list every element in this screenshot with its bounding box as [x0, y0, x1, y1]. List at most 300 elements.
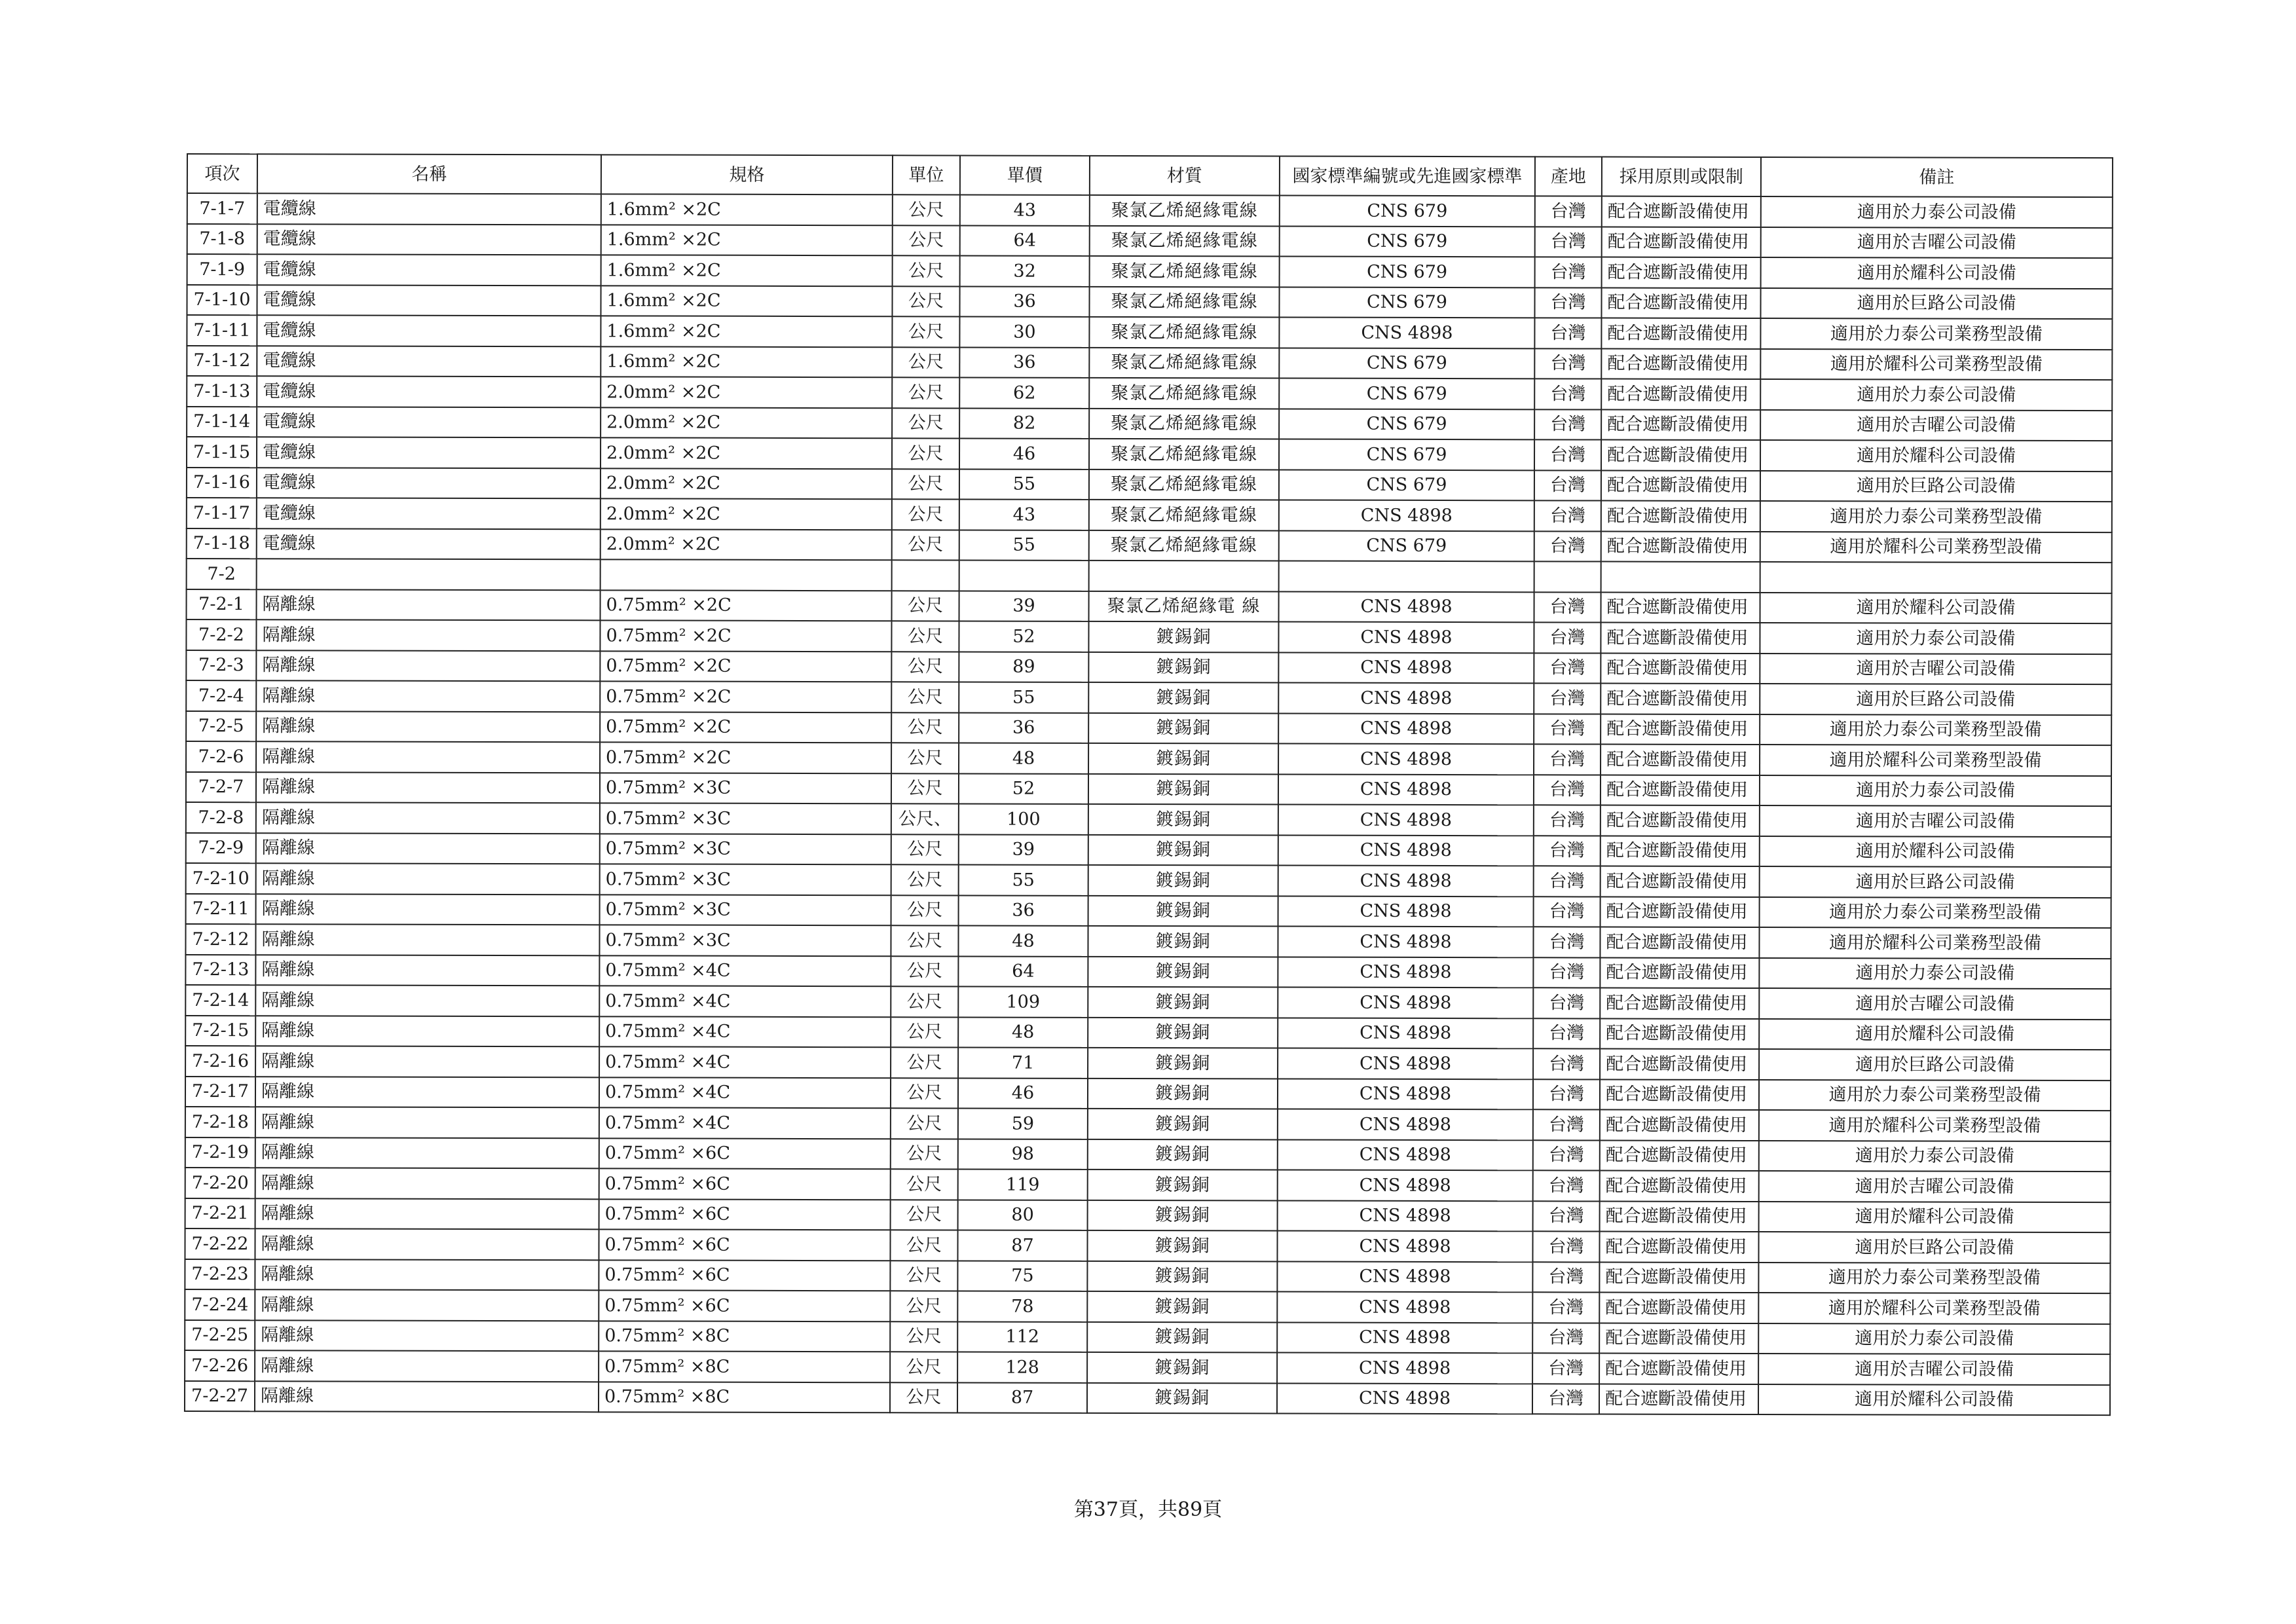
header-item-no: 項次 — [187, 154, 257, 193]
table-row — [185, 1107, 2111, 1141]
cell-principle: 配合遮斷設備使用 — [1601, 775, 1760, 805]
cell-standard: CNS 4898 — [1279, 317, 1534, 348]
cell-spec: 1.6mm² ×2C — [601, 346, 892, 377]
cell-remarks: 適用於耀科公司業務型設備 — [1760, 745, 2111, 776]
cell-item-no: 7-2-12 — [185, 924, 255, 955]
cell-principle: 配合遮斷設備使用 — [1602, 257, 1761, 288]
table-row — [187, 346, 2112, 380]
cell-item-no: 7-1-13 — [187, 376, 257, 407]
cell-unit: 公尺 — [891, 743, 959, 773]
cell-unit-price: 52 — [959, 621, 1088, 652]
table-row — [185, 1198, 2111, 1232]
cell-principle: 配合遮斷設備使用 — [1601, 348, 1760, 379]
cell-unit-price: 32 — [960, 255, 1090, 286]
cell-unit: 公尺 — [891, 1078, 958, 1109]
cell-material: 鍍錫銅 — [1087, 1352, 1277, 1383]
cell-spec: 0.75mm² ×3C — [599, 925, 891, 955]
cell-item-no: 7-1-10 — [187, 285, 257, 316]
cell-material: 鍍錫銅 — [1088, 865, 1278, 896]
cell-origin: 台灣 — [1533, 1170, 1600, 1201]
cell-unit: 公尺 — [891, 1139, 958, 1170]
cell-remarks: 適用於巨路公司設備 — [1760, 471, 2112, 502]
cell-item-no: 7-2-14 — [185, 985, 255, 1016]
cell-spec: 0.75mm² ×4C — [599, 1077, 891, 1108]
cell-material: 聚氯乙烯絕緣電線 — [1089, 408, 1279, 439]
table-row — [186, 863, 2111, 898]
cell-remarks: 適用於力泰公司業務型設備 — [1760, 714, 2111, 746]
table-row — [186, 650, 2111, 685]
table-row — [186, 772, 2111, 807]
table-row — [187, 376, 2112, 411]
header-unit-price: 單價 — [960, 155, 1090, 194]
cell-spec: 0.75mm² ×8C — [599, 1351, 890, 1382]
cell-item-no: 7-2-16 — [185, 1046, 255, 1077]
cell-name: 隔離線 — [256, 894, 600, 925]
cell-item-no: 7-2-7 — [186, 772, 256, 803]
cell-origin: 台灣 — [1534, 531, 1601, 562]
header-name: 名稱 — [257, 154, 601, 194]
cell-standard: CNS 4898 — [1278, 1048, 1533, 1079]
cell-principle: 配合遮斷設備使用 — [1599, 1232, 1758, 1263]
cell-standard: CNS 4898 — [1279, 591, 1534, 622]
cell-principle — [1601, 562, 1760, 593]
cell-item-no: 7-2-26 — [185, 1350, 255, 1381]
cell-principle: 配合遮斷設備使用 — [1602, 196, 1761, 227]
cell-unit: 公尺 — [893, 194, 960, 225]
table-row — [186, 680, 2111, 715]
cell-item-no: 7-2-3 — [186, 650, 256, 681]
cell-unit: 公尺 — [892, 286, 959, 317]
cell-principle: 配合遮斷設備使用 — [1601, 287, 1760, 318]
cell-standard: CNS 4898 — [1277, 1291, 1532, 1322]
cell-spec: 0.75mm² ×2C — [600, 620, 891, 651]
cell-principle: 配合遮斷設備使用 — [1601, 470, 1760, 501]
table-row — [185, 1076, 2111, 1111]
cell-origin: 台灣 — [1533, 1048, 1600, 1079]
cell-material: 聚氯乙烯絕緣電線 — [1089, 378, 1279, 409]
cell-spec: 0.75mm² ×4C — [599, 955, 891, 986]
cell-name: 隔離線 — [255, 1320, 599, 1352]
cell-material: 鍍錫銅 — [1087, 1230, 1277, 1261]
cell-principle: 配合遮斷設備使用 — [1600, 1140, 1759, 1171]
cell-origin: 台灣 — [1534, 836, 1601, 866]
cell-remarks: 適用於力泰公司設備 — [1758, 1323, 2110, 1355]
cell-spec: 0.75mm² ×4C — [599, 1016, 891, 1047]
cell-origin: 台灣 — [1534, 439, 1601, 470]
cell-principle: 配合遮斷設備使用 — [1601, 440, 1760, 471]
cell-unit-price: 48 — [958, 1017, 1088, 1048]
cell-standard: CNS 4898 — [1277, 1261, 1532, 1292]
table-row — [187, 254, 2113, 289]
cell-spec — [601, 559, 892, 590]
cell-origin: 台灣 — [1533, 1079, 1600, 1110]
cell-remarks: 適用於耀科公司業務型設備 — [1759, 927, 2111, 959]
cell-remarks: 適用於耀科公司業務型設備 — [1759, 1110, 2111, 1141]
cell-unit: 公尺 — [890, 1321, 957, 1352]
cell-name: 電纜線 — [257, 315, 601, 346]
cell-standard: CNS 4898 — [1278, 1200, 1533, 1231]
cell-remarks: 適用於耀科公司業務型設備 — [1760, 532, 2112, 563]
cell-item-no: 7-2-11 — [186, 893, 256, 924]
cell-standard: CNS 4898 — [1277, 1322, 1532, 1353]
table-row — [185, 924, 2111, 959]
cell-item-no: 7-1-18 — [187, 528, 257, 559]
cell-material: 鍍錫銅 — [1088, 1170, 1278, 1200]
cell-principle: 配合遮斷設備使用 — [1599, 1323, 1758, 1354]
cell-item-no: 7-2-9 — [186, 832, 256, 863]
cell-unit: 公尺 — [892, 530, 959, 561]
cell-standard: CNS 679 — [1279, 348, 1534, 378]
cell-name: 隔離線 — [256, 863, 600, 895]
cell-spec: 0.75mm² ×2C — [600, 651, 891, 682]
table-row — [185, 1228, 2110, 1263]
cell-spec: 0.75mm² ×6C — [599, 1168, 891, 1199]
cell-principle: 配合遮斷設備使用 — [1600, 1110, 1759, 1141]
table-row — [185, 985, 2111, 1020]
cell-name: 隔離線 — [255, 1259, 599, 1291]
cell-remarks — [1760, 562, 2112, 593]
cell-unit: 公尺 — [890, 1230, 957, 1261]
cell-unit-price: 80 — [958, 1200, 1088, 1230]
cell-unit-price: 75 — [957, 1261, 1087, 1291]
cell-remarks: 適用於力泰公司設備 — [1760, 775, 2111, 807]
cell-unit: 公尺 — [891, 712, 959, 743]
cell-unit-price: 64 — [960, 225, 1090, 256]
cell-unit-price: 109 — [958, 986, 1088, 1017]
table-row — [185, 1046, 2111, 1080]
cell-standard: CNS 679 — [1279, 378, 1534, 409]
table-row — [186, 832, 2111, 867]
cell-unit-price: 36 — [959, 712, 1088, 743]
cell-principle: 配合遮斷設備使用 — [1602, 227, 1761, 257]
cell-material: 鍍錫銅 — [1087, 1261, 1277, 1291]
cell-principle: 配合遮斷設備使用 — [1599, 1354, 1758, 1384]
cell-remarks: 適用於吉曜公司設備 — [1760, 654, 2111, 685]
cell-remarks: 適用於耀科公司設備 — [1760, 836, 2111, 868]
cell-material: 鍍錫銅 — [1088, 1139, 1278, 1170]
cell-standard: CNS 679 — [1280, 226, 1535, 257]
cell-unit: 公尺 — [893, 225, 960, 256]
table-row — [187, 315, 2112, 350]
header-unit: 單位 — [893, 155, 960, 194]
cell-origin — [1534, 561, 1601, 592]
cell-principle: 配合遮斷設備使用 — [1601, 623, 1760, 654]
cell-unit: 公尺 — [892, 591, 959, 621]
cell-name: 隔離線 — [256, 802, 600, 834]
cell-standard: CNS 4898 — [1278, 896, 1534, 927]
table-row — [187, 285, 2112, 320]
cell-spec: 0.75mm² ×3C — [600, 803, 891, 834]
cell-remarks: 適用於耀科公司設備 — [1761, 257, 2113, 289]
cell-principle: 配合遮斷設備使用 — [1601, 501, 1760, 532]
cell-unit-price: 52 — [959, 773, 1088, 804]
cell-origin: 台灣 — [1533, 957, 1600, 988]
cell-name: 隔離線 — [255, 1228, 599, 1260]
cell-item-no: 7-2-19 — [185, 1137, 255, 1168]
cell-remarks: 適用於巨路公司設備 — [1760, 866, 2111, 898]
cell-material: 鍍錫銅 — [1088, 743, 1278, 774]
cell-spec: 0.75mm² ×4C — [599, 1107, 891, 1138]
cell-principle: 配合遮斷設備使用 — [1601, 714, 1760, 745]
cell-unit-price: 48 — [959, 743, 1088, 773]
cell-material: 聚氯乙烯絕緣電線 — [1089, 439, 1279, 470]
cell-spec: 0.75mm² ×8C — [599, 1382, 890, 1412]
table-row — [186, 802, 2111, 837]
cell-item-no: 7-2-13 — [185, 954, 255, 985]
cell-name: 隔離線 — [256, 650, 600, 682]
cell-standard: CNS 4898 — [1277, 1230, 1532, 1261]
cell-standard: CNS 4898 — [1278, 621, 1534, 652]
cell-item-no: 7-1-15 — [187, 437, 257, 468]
cell-item-no: 7-2-5 — [186, 711, 256, 742]
cell-origin: 台灣 — [1534, 714, 1601, 745]
table-row — [185, 1137, 2111, 1172]
table-body — [185, 193, 2113, 1415]
cell-principle: 配合遮斷設備使用 — [1600, 927, 1759, 958]
cell-principle: 配合遮斷設備使用 — [1601, 318, 1760, 349]
cell-unit-price: 30 — [959, 316, 1089, 347]
cell-standard: CNS 679 — [1279, 287, 1534, 318]
cell-spec: 0.75mm² ×2C — [600, 681, 891, 712]
cell-remarks: 適用於巨路公司設備 — [1759, 1049, 2111, 1080]
cell-item-no: 7-2-8 — [186, 802, 256, 833]
cell-spec: 1.6mm² ×2C — [601, 255, 893, 286]
cell-unit-price: 39 — [959, 834, 1088, 865]
header-material: 材質 — [1090, 156, 1280, 196]
cell-name: 電纜線 — [257, 376, 601, 407]
cell-name: 電纜線 — [257, 285, 601, 316]
cell-material: 鍍錫銅 — [1088, 1200, 1278, 1230]
cell-standard: CNS 4898 — [1278, 926, 1533, 957]
cell-item-no: 7-2-1 — [187, 589, 257, 620]
cell-standard: CNS 679 — [1280, 256, 1535, 287]
cell-unit-price: 46 — [959, 438, 1089, 469]
cell-spec: 0.75mm² ×6C — [599, 1260, 890, 1291]
cell-spec: 1.6mm² ×2C — [601, 225, 893, 255]
cell-item-no: 7-1-12 — [187, 346, 257, 377]
cell-item-no: 7-2-18 — [185, 1107, 255, 1137]
cell-unit-price: 87 — [957, 1230, 1087, 1261]
cell-standard: CNS 4898 — [1278, 1018, 1533, 1048]
table-row — [187, 437, 2112, 471]
cell-spec: 2.0mm² ×2C — [601, 468, 892, 499]
cell-origin: 台灣 — [1534, 683, 1601, 714]
cell-spec: 1.6mm² ×2C — [601, 194, 893, 225]
cell-unit: 公尺 — [891, 621, 959, 652]
cell-name: 電纜線 — [257, 468, 601, 499]
cell-remarks: 適用於力泰公司業務型設備 — [1760, 897, 2111, 929]
cell-principle: 配合遮斷設備使用 — [1600, 1018, 1759, 1049]
cell-material: 鍍錫銅 — [1088, 956, 1278, 987]
cell-principle: 配合遮斷設備使用 — [1601, 805, 1760, 836]
cell-unit: 公尺 — [891, 895, 959, 926]
cell-material: 鍍錫銅 — [1088, 1048, 1278, 1079]
cell-standard: CNS 679 — [1280, 195, 1535, 226]
cell-unit: 公尺 — [891, 864, 959, 895]
cell-material: 聚氯乙烯絕緣電線 — [1089, 530, 1279, 561]
cell-unit-price: 55 — [959, 864, 1088, 895]
cell-unit-price: 59 — [958, 1108, 1088, 1139]
cell-remarks: 適用於耀科公司設備 — [1759, 1202, 2111, 1233]
cell-material: 鍍錫銅 — [1087, 1321, 1277, 1352]
cell-item-no: 7-2 — [187, 559, 257, 589]
cell-principle: 配合遮斷設備使用 — [1599, 1384, 1758, 1414]
cell-unit: 公尺 — [892, 347, 959, 378]
cell-principle: 配合遮斷設備使用 — [1601, 836, 1760, 866]
cell-origin: 台灣 — [1532, 1384, 1599, 1414]
cell-origin: 台灣 — [1534, 805, 1601, 836]
cell-standard: CNS 679 — [1279, 439, 1534, 470]
cell-origin: 台灣 — [1534, 592, 1601, 623]
cell-unit: 公尺 — [891, 682, 959, 712]
cell-remarks: 適用於吉曜公司設備 — [1759, 988, 2111, 1020]
cell-spec: 2.0mm² ×2C — [601, 437, 892, 468]
cell-unit: 公尺 — [893, 255, 960, 286]
cell-remarks: 適用於力泰公司業務型設備 — [1759, 1080, 2111, 1111]
cell-origin: 台灣 — [1533, 1201, 1600, 1232]
cell-origin: 台灣 — [1534, 409, 1601, 440]
cell-name: 電纜線 — [257, 407, 601, 438]
cell-origin: 台灣 — [1533, 1109, 1600, 1140]
table-row — [186, 741, 2111, 776]
cell-material: 鍍錫銅 — [1088, 652, 1278, 682]
cell-unit: 公尺 — [892, 408, 959, 439]
cell-name: 隔離線 — [255, 1198, 599, 1230]
cell-unit-price: 112 — [957, 1321, 1087, 1352]
cell-item-no: 7-1-9 — [187, 254, 257, 285]
cell-name: 電纜線 — [257, 193, 601, 225]
cell-standard: CNS 4898 — [1277, 1352, 1532, 1383]
cell-origin: 台灣 — [1534, 622, 1601, 653]
cell-material: 鍍錫銅 — [1088, 926, 1278, 957]
cell-material: 鍍錫銅 — [1088, 682, 1278, 713]
cell-remarks: 適用於耀科公司設備 — [1760, 593, 2112, 624]
cell-origin: 台灣 — [1534, 866, 1601, 896]
cell-spec: 2.0mm² ×2C — [601, 377, 892, 407]
cell-material: 聚氯乙烯絕緣電線 — [1089, 317, 1279, 348]
cell-remarks: 適用於力泰公司業務型設備 — [1758, 1263, 2110, 1294]
cell-material: 聚氯乙烯絕緣電線 — [1089, 469, 1279, 500]
cell-origin: 台灣 — [1534, 775, 1601, 805]
cell-spec: 2.0mm² ×2C — [601, 498, 892, 529]
cell-unit: 公尺 — [891, 1047, 958, 1078]
cell-item-no: 7-1-16 — [187, 468, 257, 498]
cell-origin: 台灣 — [1534, 348, 1601, 379]
cell-standard: CNS 679 — [1279, 409, 1534, 439]
cell-remarks: 適用於吉曜公司設備 — [1761, 227, 2113, 259]
cell-unit: 公尺 — [892, 438, 959, 469]
cell-material: 聚氯乙烯絕緣電線 — [1089, 347, 1279, 378]
cell-standard: CNS 4898 — [1278, 713, 1534, 744]
cell-origin: 台灣 — [1532, 1323, 1599, 1354]
cell-name: 隔離線 — [255, 1137, 599, 1169]
cell-origin: 台灣 — [1534, 378, 1601, 409]
cell-name — [257, 559, 601, 590]
cell-unit-price: 62 — [959, 377, 1089, 408]
table-header-row — [187, 154, 2113, 197]
cell-material: 聚氯乙烯絕緣電線 — [1090, 256, 1280, 287]
cell-principle: 配合遮斷設備使用 — [1600, 957, 1759, 988]
cell-item-no: 7-2-21 — [185, 1198, 255, 1228]
cell-name: 隔離線 — [255, 1077, 599, 1108]
cell-standard: CNS 4898 — [1278, 1139, 1533, 1170]
cell-principle: 配合遮斷設備使用 — [1601, 379, 1760, 410]
cell-spec: 0.75mm² ×3C — [600, 834, 891, 864]
cell-unit-price: 46 — [958, 1078, 1088, 1109]
cell-principle: 配合遮斷設備使用 — [1599, 1293, 1758, 1323]
cell-unit: 公尺 — [890, 1261, 957, 1291]
cell-principle: 配合遮斷設備使用 — [1601, 592, 1760, 623]
cell-principle: 配合遮斷設備使用 — [1600, 1201, 1759, 1232]
cell-principle: 配合遮斷設備使用 — [1600, 988, 1759, 1019]
cell-remarks: 適用於力泰公司設備 — [1759, 1141, 2111, 1172]
cell-material: 聚氯乙烯絕緣電線 — [1089, 286, 1279, 317]
cell-unit-price: 87 — [957, 1382, 1087, 1413]
page-number: 第37頁，共89頁 — [1073, 1498, 1223, 1521]
cell-origin: 台灣 — [1532, 1231, 1599, 1262]
cell-remarks: 適用於吉曜公司設備 — [1760, 410, 2112, 441]
cell-origin: 台灣 — [1534, 470, 1601, 501]
cell-material: 鍍錫銅 — [1088, 1078, 1278, 1109]
cell-unit-price: 36 — [959, 895, 1088, 926]
cell-standard: CNS 4898 — [1278, 743, 1534, 774]
table-row — [185, 1168, 2111, 1202]
cell-standard: CNS 4898 — [1278, 774, 1534, 805]
cell-remarks: 適用於吉曜公司設備 — [1758, 1354, 2110, 1385]
cell-spec: 0.75mm² ×4C — [599, 1046, 891, 1077]
cell-origin: 台灣 — [1532, 1292, 1599, 1323]
cell-spec: 2.0mm² ×2C — [601, 407, 892, 438]
cell-standard: CNS 679 — [1279, 530, 1534, 561]
cell-item-no: 7-1-11 — [187, 315, 257, 346]
table-row — [185, 1015, 2111, 1050]
header-spec: 規格 — [601, 155, 893, 194]
cell-spec: 0.75mm² ×2C — [600, 712, 891, 743]
cell-item-no: 7-1-14 — [187, 407, 257, 437]
cell-origin: 台灣 — [1533, 1018, 1600, 1049]
cell-standard: CNS 4898 — [1278, 957, 1533, 987]
cell-spec: 1.6mm² ×2C — [601, 316, 892, 346]
cell-material: 鍍錫銅 — [1088, 621, 1278, 652]
cell-spec: 0.75mm² ×6C — [599, 1229, 890, 1260]
header-origin: 產地 — [1535, 157, 1602, 196]
cell-name: 隔離線 — [255, 924, 599, 955]
cell-origin: 台灣 — [1535, 196, 1602, 227]
cell-remarks: 適用於吉曜公司設備 — [1759, 1171, 2111, 1202]
table-row — [187, 468, 2112, 502]
cell-standard: CNS 4898 — [1278, 652, 1534, 683]
cell-unit: 公尺 — [890, 1352, 957, 1382]
cell-remarks: 適用於力泰公司設備 — [1760, 623, 2111, 654]
table-row — [185, 1289, 2110, 1324]
cell-unit-price: 55 — [959, 469, 1089, 500]
cell-unit-price: 64 — [958, 956, 1088, 987]
cell-unit-price: 82 — [959, 408, 1089, 439]
cell-remarks: 適用於巨路公司設備 — [1760, 684, 2111, 715]
cell-unit: 公尺 — [892, 469, 959, 500]
cell-principle: 配合遮斷設備使用 — [1601, 866, 1760, 897]
cell-material: 鍍錫銅 — [1087, 1291, 1277, 1322]
header-standard: 國家標準編號或先進國家標準 — [1280, 156, 1535, 196]
cell-standard: CNS 4898 — [1278, 1170, 1533, 1200]
cell-unit-price: 39 — [959, 591, 1089, 621]
cell-unit-price: 43 — [960, 194, 1090, 225]
cell-unit: 公尺 — [891, 1017, 958, 1048]
cell-principle: 配合遮斷設備使用 — [1599, 1262, 1758, 1293]
cell-name: 電纜線 — [257, 528, 601, 560]
table-row — [187, 589, 2112, 624]
cell-name: 隔離線 — [255, 1168, 599, 1199]
